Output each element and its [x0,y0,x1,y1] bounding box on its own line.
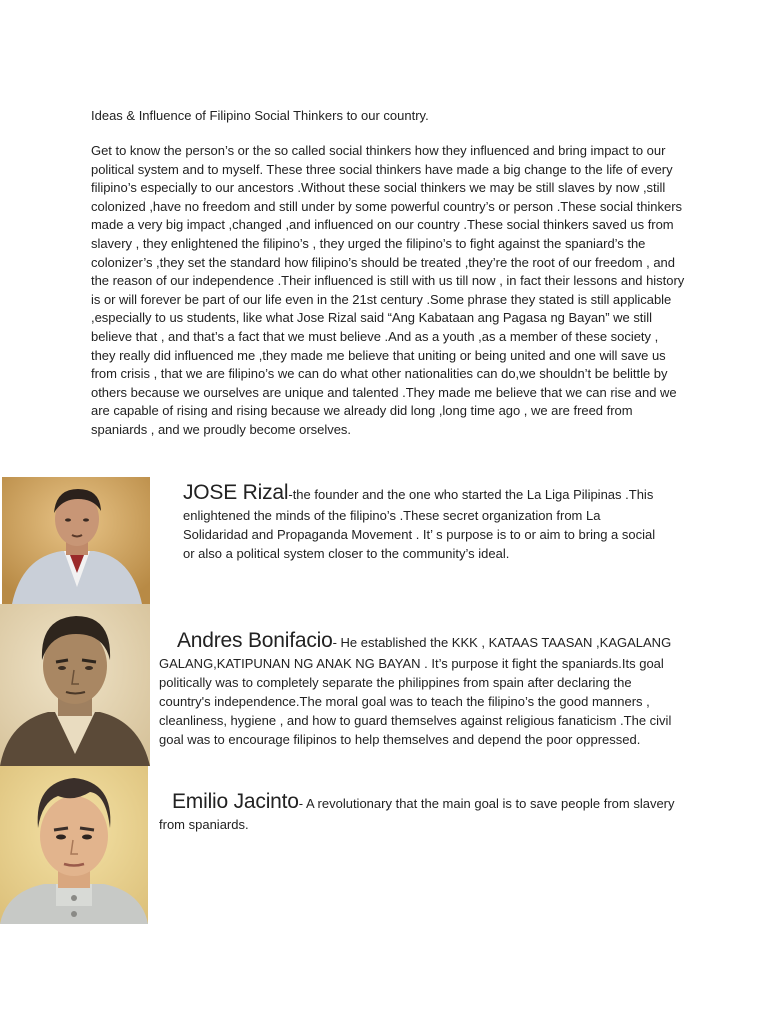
intro-paragraph: Get to know the person’s or the so called social thinkers how they influenced and bring impact to our political system and to myself. These three social thinkers have made a big change to the life of every filipino’s especially to our ancestors .Without these social thinkers we may be still slaves by now ,still colonized ,have no freedom and still under by some powerful country’s or person .These social thinkers made a very big impact ,changed ,and influenced on our country .These social thinkers saved us from slavery , they enlightened the filipino’s , they urged the filipino’s to fight against the spaniard’s the colonizer’s ,they set the standard how filipino’s should be treated ,they’re the root of our freedom , and the reason of our independence .Their influenced is still with us till now , in fact their lessons and history is or will forever be part of our life even in the 21st century .Some phrase they stated is still applicable ,especially to us students, like what Jose Rizal said “Ang Kabataan ang Pagasa ng Bayan” we still believe that , and that’s a fact that we must believe .And as a youth ,as a member of these society , they really did influenced me ,they made me believe that uniting or being united and one will save us from crisis , that we are filipino’s we can do what other nationalities can do,we shouldn’t be belittle by others because we ourselves are unique and talented .They made me believe that we can rise and we are capable of rising and rising because we already did long ,long time ago , we are freed from spaniards , and we proudly become orselves. [91,143,685,437]
andres-bonifacio-portrait [0,604,150,766]
thinker-name: Andres Bonifacio [177,629,333,652]
thinker-description: - He established the KKK , KATAAS TAASAN ,KAGALANG GALANG,KATIPUNAN NG ANAK NG BAYAN . It’s purpose it fight the spaniards.Its goal politically was to completely separate the philippines from spain after declaring the country's independence.The moral goal was to teach the filipino’s the good manners , cleanliness, hygiene , and how to guard themselves against religious fanaticism .The civil goal was to encourage filipinos to help themselves and depend the poor oppressed. [159,635,672,747]
thinker-entry-emilio-jacinto [159,789,679,834]
document-title: Ideas & Influence of Filipino Social Thinkers to our country. [91,108,429,123]
thinker-name: Emilio Jacinto [172,790,299,813]
thinker-description: -the founder and the one who started the La Liga Pilipinas .This enlightened the minds of the filipino’s .These secret organization from La Solidaridad and Propaganda Movement . It’ s purpose is to or aim to bring a social or also a political system closer to the community’s ideal. [183,487,656,561]
jose-rizal-portrait [2,477,150,604]
thinker-entry-andres-bonifacio [159,628,679,749]
thinker-description: - A revolutionary that the main goal is to save people from slavery from spaniards. [159,796,675,832]
thinker-entry-jose-rizal [183,480,663,563]
emilio-jacinto-portrait [0,766,148,924]
thinker-name: JOSE Rizal [183,481,289,504]
